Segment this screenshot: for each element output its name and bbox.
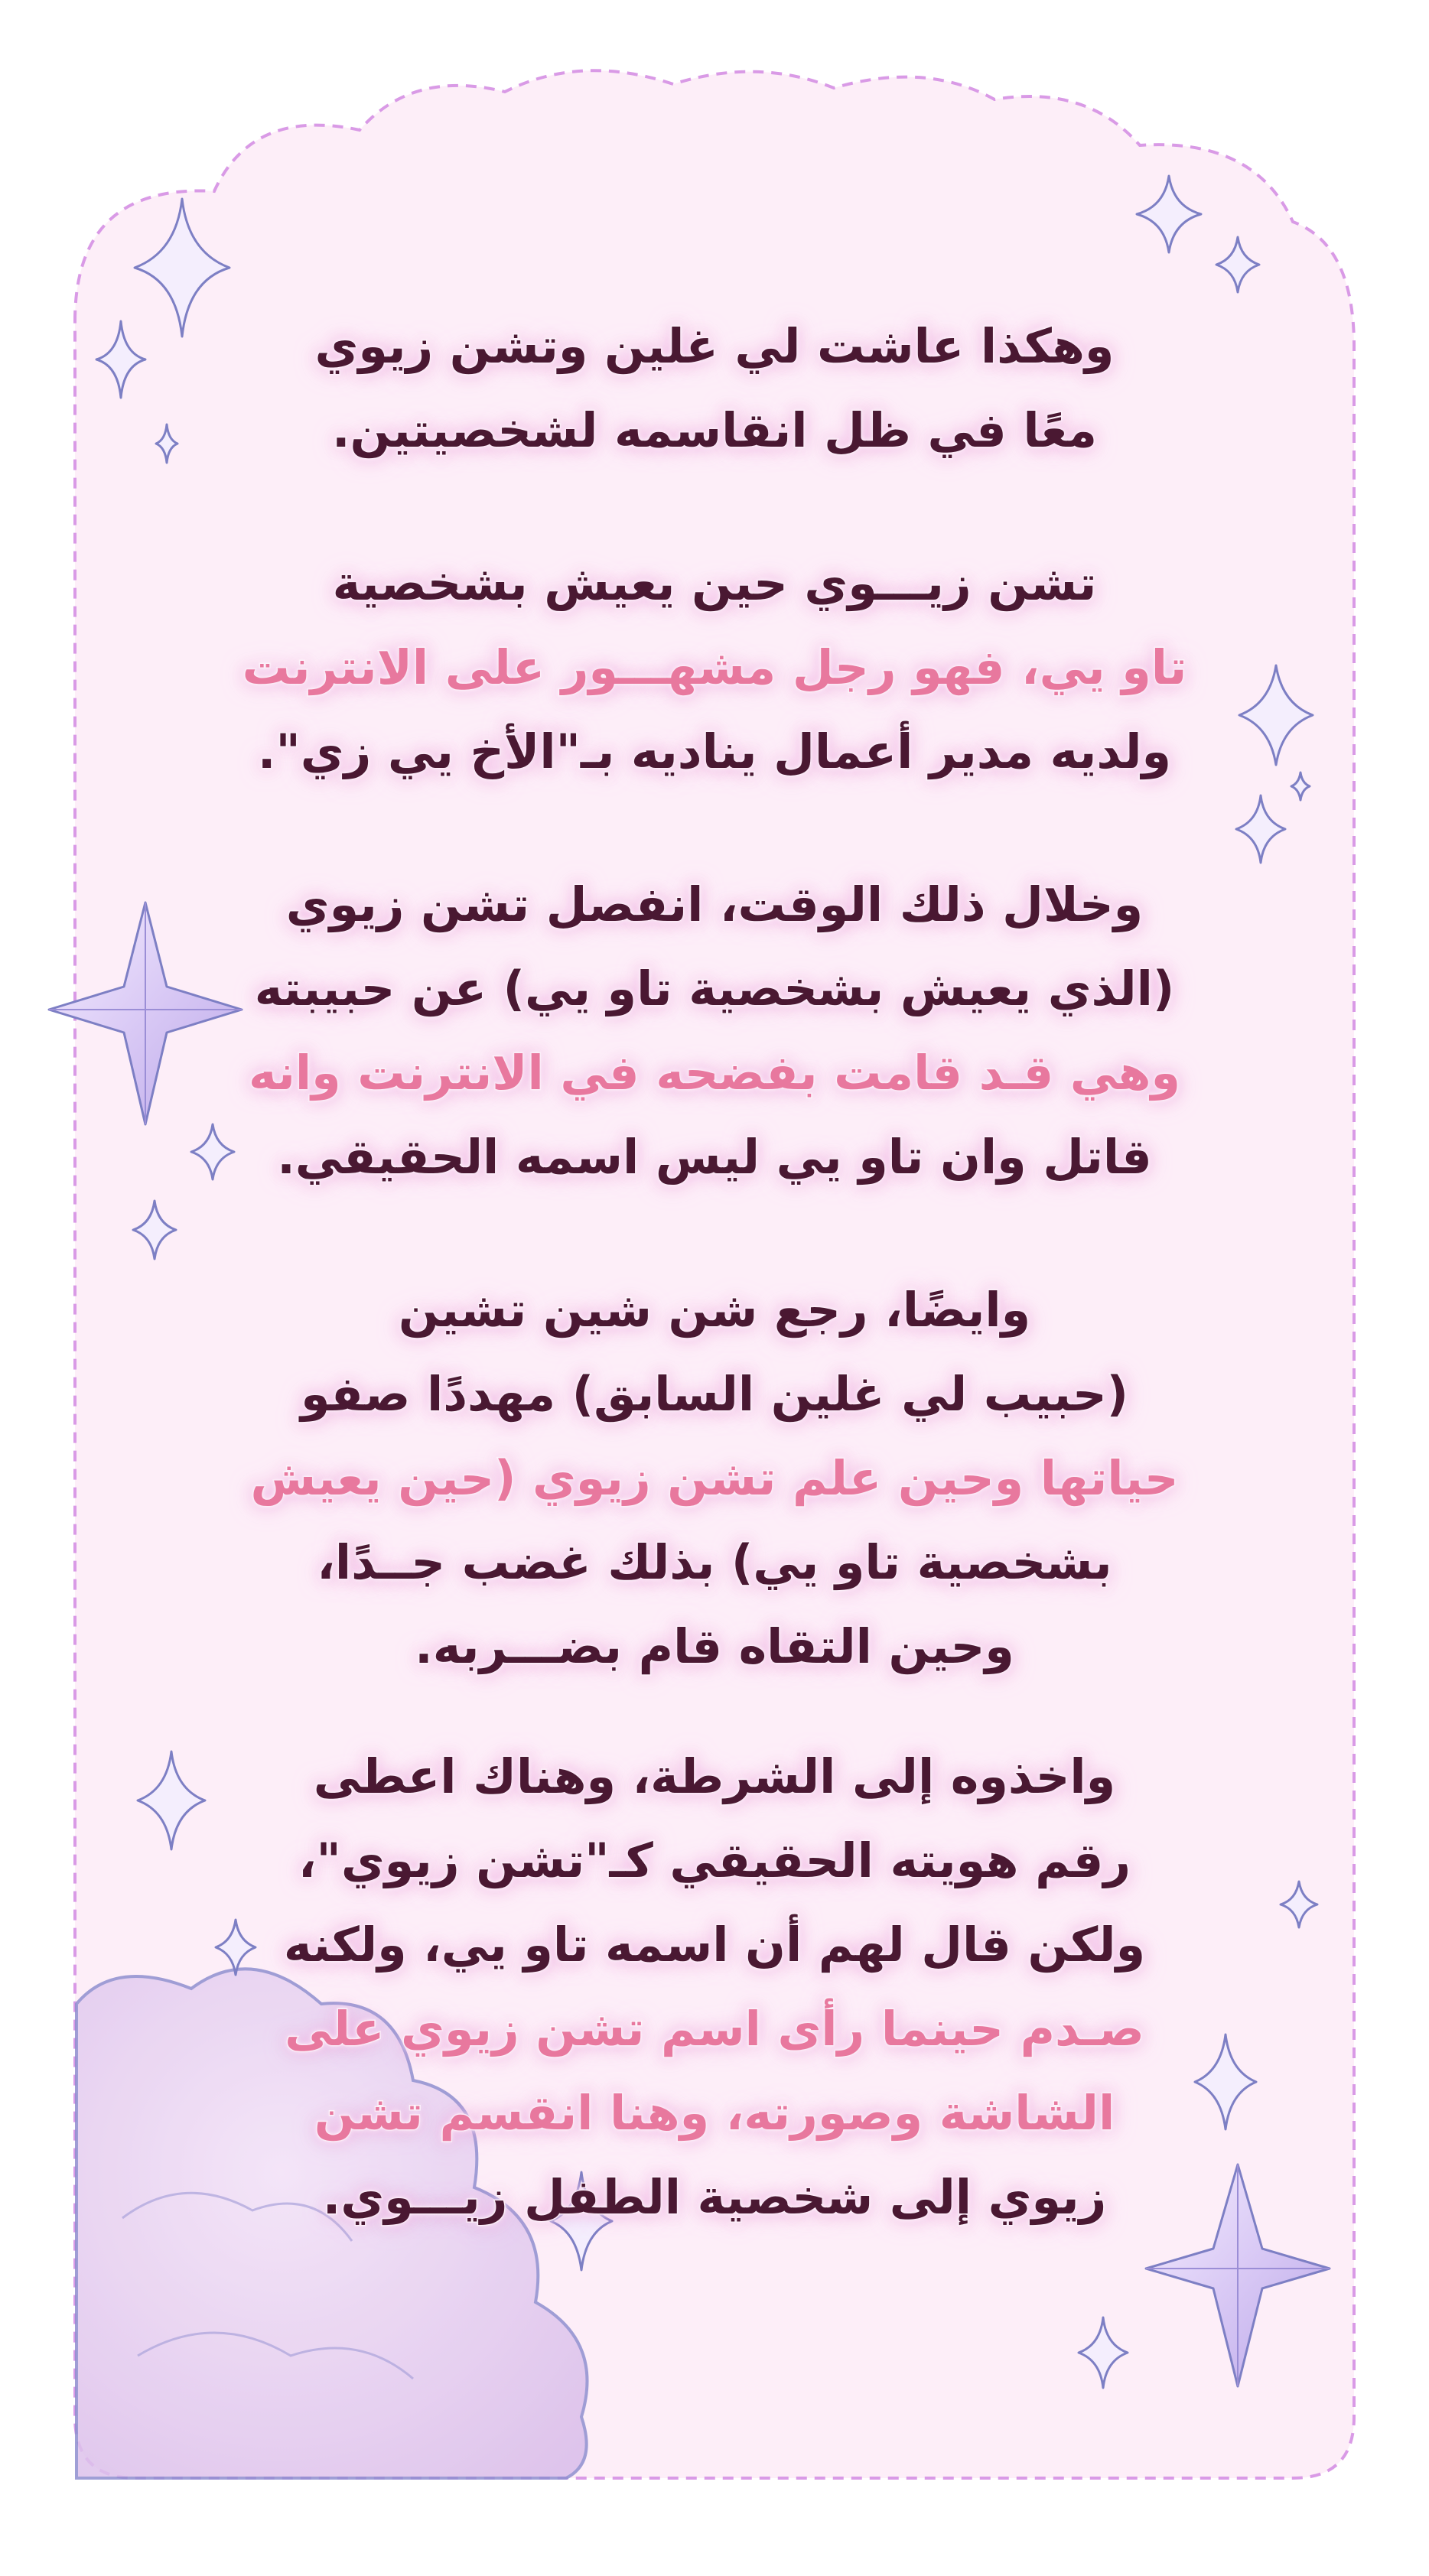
text-segment: وهي قـد قامت بفضحه في الانترنت وانه: [248, 1045, 1181, 1101]
text-line: [153, 947, 1276, 1031]
text-line: [153, 1521, 1276, 1605]
paragraph-5: [153, 1735, 1276, 2239]
text-line: [153, 1436, 1276, 1521]
text-segment: زيوي إلى شخصية الطفل زيـــوي.: [322, 2169, 1107, 2225]
text-line: [153, 1268, 1276, 1352]
text-line: [153, 2155, 1276, 2239]
paragraph-4: [153, 1268, 1276, 1689]
text-line: [153, 2071, 1276, 2155]
text-segment: رقم هويته الحقيقي كـ"تشن زيوي"،: [298, 1833, 1131, 1888]
text-segment: بشخصية تاو يي) بذلك غضب جــدًا،: [317, 1534, 1112, 1590]
text-line: [153, 1115, 1276, 1199]
text-segment: واخذوه إلى الشرطة، وهناك اعطى: [313, 1748, 1116, 1804]
text-segment: صـدم حينما رأى اسم تشن زيوي على: [285, 2001, 1144, 2057]
text-line: [153, 389, 1276, 473]
text-line: [153, 626, 1276, 710]
text-line: [153, 1903, 1276, 1987]
text-line: [153, 1031, 1276, 1115]
text-segment: حياتها وحين علم تشن زيوي (حين يعيش: [250, 1450, 1179, 1506]
text-line: [153, 863, 1276, 947]
paragraph-3: [153, 863, 1276, 1199]
text-segment: (حبيب لي غلين السابق) مهددًا صفو: [301, 1366, 1128, 1422]
text-segment: ولكن قال لهم أن اسمه تاو يي، ولكنه: [283, 1917, 1146, 1973]
paragraph-1: [153, 304, 1276, 473]
text-segment: وهكذا عاشت لي غلين وتشن زيوي: [314, 318, 1115, 374]
text-line: [153, 1819, 1276, 1903]
text-segment: تاو يي، فهو رجل مشهـــور على الانترنت: [242, 639, 1187, 695]
text-line: [153, 1352, 1276, 1436]
text-segment: تشن زيـــوي حين يعيش بشخصية: [332, 555, 1097, 611]
paragraph-2: [153, 542, 1276, 794]
text-line: [153, 542, 1276, 626]
text-line: [153, 304, 1276, 389]
text-line: [153, 1987, 1276, 2071]
text-segment: قاتل وان تاو يي ليس اسمه الحقيقي.: [277, 1129, 1152, 1185]
text-line: [153, 1735, 1276, 1819]
text-segment: وايضًا، رجع شن شين تشين: [398, 1282, 1031, 1338]
text-segment: الشاشة وصورته، وهنا انقسم تشن: [314, 2085, 1115, 2141]
text-segment: وخلال ذلك الوقت، انفصل تشن زيوي: [285, 877, 1144, 932]
text-segment: معًا في ظل انقاسمه لشخصيتين.: [331, 402, 1098, 458]
text-line: [153, 1605, 1276, 1689]
text-segment: ولديه مدير أعمال يناديه بـ"الأخ يي زي".: [257, 724, 1172, 779]
text-line: [153, 710, 1276, 794]
text-segment: (الذي يعيش بشخصية تاو يي) عن حبيبته: [254, 961, 1175, 1016]
text-segment: وحين التقاه قام بضـــربه.: [415, 1618, 1014, 1674]
